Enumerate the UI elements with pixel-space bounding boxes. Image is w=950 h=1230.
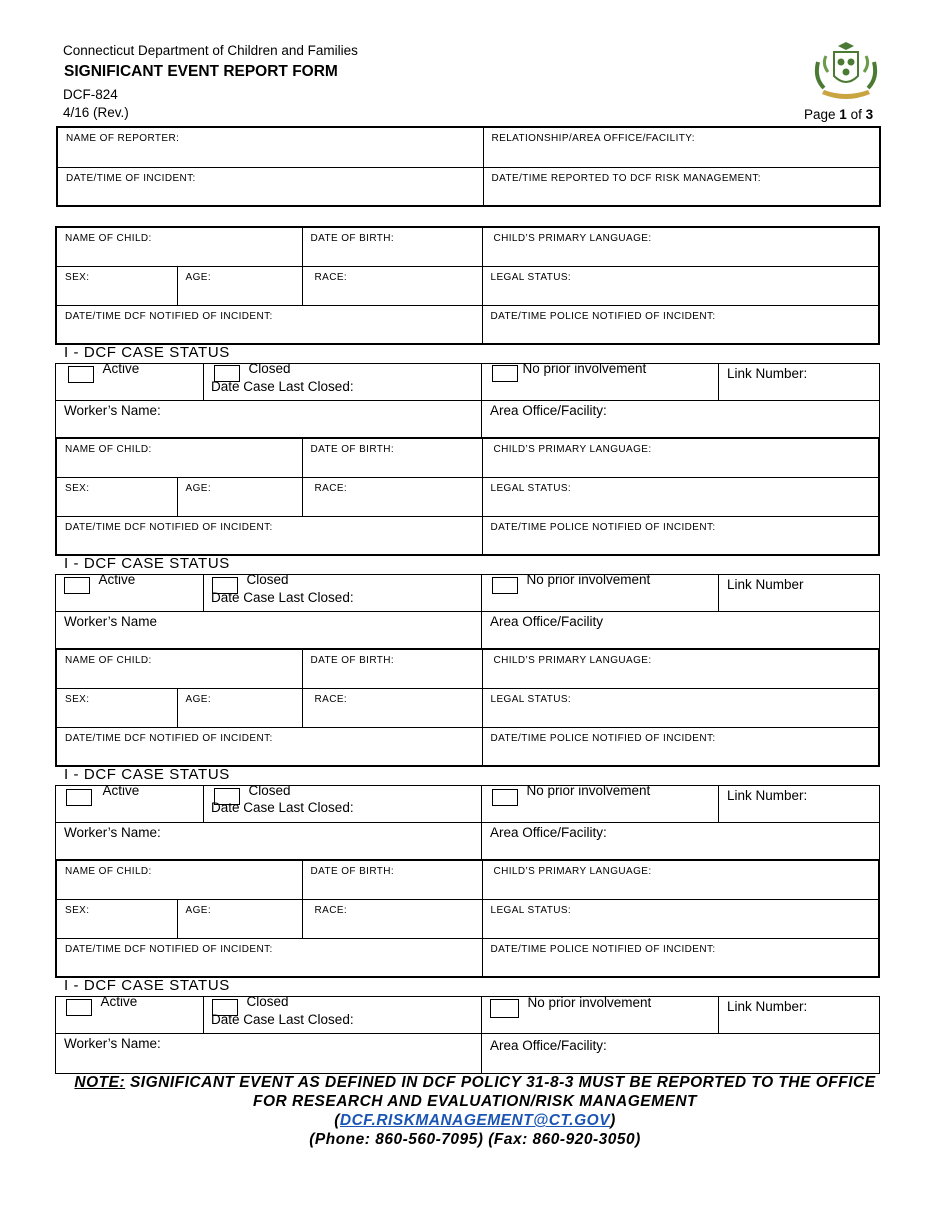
area-office-cell[interactable] (482, 401, 880, 438)
child-age-cell[interactable] (177, 477, 302, 516)
form-revision: 4/16 (Rev.) (63, 105, 129, 120)
child-dob-cell[interactable] (302, 227, 482, 266)
no-prior-checkbox[interactable] (492, 577, 518, 594)
child-language-label: CHILD’S PRIMARY LANGUAGE: (493, 655, 652, 666)
incident-datetime-cell[interactable] (57, 167, 483, 206)
note-prefix: NOTE: (74, 1074, 126, 1091)
dcf-notified-cell[interactable] (56, 727, 482, 766)
area-office-cell[interactable] (482, 823, 880, 860)
child-language-cell[interactable] (482, 438, 879, 477)
child-age-cell[interactable] (177, 688, 302, 727)
child-legal-cell[interactable] (482, 477, 879, 516)
active-checkbox[interactable] (68, 366, 94, 383)
worker-name-cell[interactable] (56, 1034, 482, 1074)
link-number-label: Link Number: (727, 788, 808, 803)
child-age-label: AGE: (185, 904, 211, 916)
worker-name-cell[interactable] (56, 612, 482, 649)
child-legal-label: LEGAL STATUS: (490, 693, 572, 705)
closed-label: Closed (248, 361, 291, 376)
relationship-cell[interactable] (483, 127, 880, 167)
case-status-table-1 (55, 363, 880, 438)
no-prior-label: No prior involvement (522, 361, 647, 376)
child-name-label: NAME OF CHILD: (65, 655, 152, 666)
date-last-closed-label: Date Case Last Closed: (211, 1012, 354, 1027)
child-name-label: NAME OF CHILD: (65, 866, 152, 877)
worker-name-label: Worker’s Name: (64, 1036, 161, 1051)
child-race-label: RACE: (314, 271, 348, 283)
child-race-label: RACE: (314, 904, 348, 916)
police-notified-cell[interactable] (482, 516, 879, 555)
closed-option[interactable] (204, 783, 482, 823)
dcf-notified-cell[interactable] (56, 305, 482, 344)
link-number-label: Link Number: (727, 366, 808, 381)
child-sex-label: SEX: (65, 482, 90, 494)
child-language-label: CHILD’S PRIMARY LANGUAGE: (493, 444, 652, 455)
child-name-cell[interactable] (56, 649, 302, 688)
dcf-notified-label: DATE/TIME DCF NOTIFIED OF INCIDENT: (65, 732, 273, 744)
dcf-notified-label: DATE/TIME DCF NOTIFIED OF INCIDENT: (65, 521, 273, 533)
police-notified-label: DATE/TIME POLICE NOTIFIED OF INCIDENT: (490, 943, 716, 955)
child-dob-cell[interactable] (302, 860, 482, 899)
child-age-label: AGE: (185, 482, 211, 494)
worker-name-label: Worker’s Name: (64, 403, 161, 418)
child-language-label: CHILD’S PRIMARY LANGUAGE: (493, 866, 652, 877)
no-prior-option[interactable] (482, 783, 719, 823)
closed-option[interactable] (204, 994, 482, 1034)
page-indicator (804, 107, 873, 122)
child-language-cell[interactable] (482, 649, 879, 688)
police-notified-label: DATE/TIME POLICE NOTIFIED OF INCIDENT: (490, 310, 716, 322)
child-legal-cell[interactable] (482, 899, 879, 938)
child-age-label: AGE: (185, 693, 211, 705)
active-label: Active (102, 783, 140, 798)
child-sex-cell[interactable] (56, 266, 177, 305)
child-sex-label: SEX: (65, 271, 90, 283)
relationship-label: RELATIONSHIP/AREA OFFICE/FACILITY: (491, 133, 695, 144)
note-text: SIGNIFICANT EVENT AS DEFINED IN DCF POLICY 31-8-3 MUST BE REPORTED TO THE OFFICE FOR RESEARCH AND EVALUATION/RISK MANAGEMENT (129, 1074, 876, 1110)
worker-name-label: Worker’s Name: (64, 825, 161, 840)
dcf-notified-cell[interactable] (56, 516, 482, 555)
child-sex-cell[interactable] (56, 688, 177, 727)
no-prior-option[interactable] (482, 994, 719, 1034)
risk-management-email-link[interactable]: DCF.RISKMANAGEMENT@CT.GOV (339, 1112, 611, 1129)
case-status-heading: I - DCF CASE STATUS (64, 344, 230, 361)
page-label: Page (804, 107, 836, 122)
child-age-cell[interactable] (177, 266, 302, 305)
child-language-label: CHILD’S PRIMARY LANGUAGE: (493, 233, 652, 244)
child-dob-label: DATE OF BIRTH: (310, 655, 395, 666)
case-status-heading: I - DCF CASE STATUS (64, 555, 230, 572)
worker-name-cell[interactable] (56, 823, 482, 860)
form-title: SIGNIFICANT EVENT REPORT FORM (64, 63, 338, 80)
reporter-table (56, 126, 881, 207)
child-table-3 (55, 648, 880, 767)
closed-option[interactable] (204, 572, 482, 612)
date-last-closed-label: Date Case Last Closed: (211, 800, 354, 815)
area-office-label: Area Office/Facility (490, 614, 604, 629)
no-prior-option[interactable] (482, 572, 719, 612)
child-legal-label: LEGAL STATUS: (490, 271, 572, 283)
child-name-cell[interactable] (56, 438, 302, 477)
page-number: 1 (839, 107, 847, 122)
link-number-cell[interactable] (719, 364, 880, 401)
active-label: Active (100, 994, 138, 1009)
no-prior-checkbox[interactable] (490, 999, 519, 1018)
closed-label: Closed (248, 783, 291, 798)
date-last-closed-label: Date Case Last Closed: (211, 379, 354, 394)
case-status-heading: I - DCF CASE STATUS (64, 766, 230, 783)
no-prior-label: No prior involvement (526, 783, 651, 798)
child-sex-label: SEX: (65, 693, 90, 705)
police-notified-cell[interactable] (482, 938, 879, 977)
no-prior-checkbox[interactable] (492, 365, 518, 382)
no-prior-option[interactable] (482, 361, 719, 401)
dcf-notified-label: DATE/TIME DCF NOTIFIED OF INCIDENT: (65, 310, 273, 322)
child-dob-label: DATE OF BIRTH: (310, 866, 395, 877)
closed-label: Closed (246, 994, 289, 1009)
child-age-cell[interactable] (177, 899, 302, 938)
reported-datetime-cell[interactable] (483, 167, 880, 206)
link-number-cell[interactable] (719, 997, 880, 1034)
no-prior-label: No prior involvement (526, 572, 651, 587)
child-race-cell[interactable] (302, 688, 482, 727)
child-table-4 (55, 859, 880, 978)
child-name-label: NAME OF CHILD: (65, 444, 152, 455)
child-sex-cell[interactable] (56, 899, 177, 938)
child-sex-label: SEX: (65, 904, 90, 916)
child-sex-cell[interactable] (56, 477, 177, 516)
case-status-table-4 (55, 996, 880, 1074)
case-status-table-2 (55, 574, 880, 649)
active-label: Active (98, 572, 136, 587)
no-prior-label: No prior involvement (527, 994, 652, 1010)
child-name-cell[interactable] (56, 860, 302, 899)
active-checkbox[interactable] (66, 789, 92, 806)
page-of: of (850, 107, 862, 122)
link-number-label: Link Number: (727, 999, 808, 1014)
active-checkbox[interactable] (66, 999, 92, 1016)
active-option[interactable] (56, 572, 204, 612)
reporter-name-cell[interactable] (57, 127, 483, 167)
area-office-cell[interactable] (482, 1034, 880, 1074)
area-office-label: Area Office/Facility: (490, 403, 607, 418)
child-legal-cell[interactable] (482, 266, 879, 305)
child-race-label: RACE: (314, 693, 348, 705)
child-race-cell[interactable] (302, 477, 482, 516)
child-race-cell[interactable] (302, 266, 482, 305)
police-notified-label: DATE/TIME POLICE NOTIFIED OF INCIDENT: (490, 732, 716, 744)
active-checkbox[interactable] (64, 577, 90, 594)
incident-datetime-label: DATE/TIME OF INCIDENT: (66, 172, 196, 184)
link-number-cell[interactable] (719, 786, 880, 823)
active-option[interactable] (56, 783, 204, 823)
no-prior-checkbox[interactable] (492, 789, 518, 806)
closed-option[interactable] (204, 361, 482, 401)
active-label: Active (102, 361, 140, 376)
child-dob-cell[interactable] (302, 649, 482, 688)
child-language-cell[interactable] (482, 860, 879, 899)
dcf-notified-label: DATE/TIME DCF NOTIFIED OF INCIDENT: (65, 943, 273, 955)
child-race-label: RACE: (314, 482, 348, 494)
reporting-note: NOTE: SIGNIFICANT EVENT AS DEFINED IN DCF POLICY 31-8-3 MUST BE REPORTED TO THE OFFICE FOR RESEARCH AND EVALUATION/RISK MANAGEMENT (DCF.RISKMANAGEMENT@CT.GOV) (Phone: 860-560-7095) (Fax: 860-920-3050) (74, 1074, 876, 1148)
form-code: DCF-824 (63, 87, 118, 102)
closed-label: Closed (246, 572, 289, 587)
case-status-heading: I - DCF CASE STATUS (64, 977, 230, 994)
active-option[interactable] (56, 994, 204, 1034)
child-name-label: NAME OF CHILD: (65, 233, 152, 244)
police-notified-cell[interactable] (482, 727, 879, 766)
worker-name-label: Worker’s Name (64, 614, 158, 629)
date-last-closed-label: Date Case Last Closed: (211, 590, 354, 605)
note-contact: (Phone: 860-560-7095) (Fax: 860-920-3050) (309, 1131, 641, 1148)
area-office-label: Area Office/Facility: (490, 825, 607, 840)
page-total: 3 (865, 107, 874, 122)
child-legal-label: LEGAL STATUS: (490, 904, 572, 916)
worker-name-cell[interactable] (56, 401, 482, 438)
reporter-name-label: NAME OF REPORTER: (66, 133, 180, 144)
area-office-label: Area Office/Facility: (490, 1038, 607, 1053)
child-race-cell[interactable] (302, 899, 482, 938)
police-notified-cell[interactable] (482, 305, 879, 344)
agency-name: Connecticut Department of Children and Families (63, 43, 358, 58)
area-office-cell[interactable] (482, 612, 880, 649)
reported-datetime-label: DATE/TIME REPORTED TO DCF RISK MANAGEMENT: (491, 172, 761, 184)
child-dob-cell[interactable] (302, 438, 482, 477)
child-dob-label: DATE OF BIRTH: (310, 444, 395, 455)
child-table-2 (55, 437, 880, 556)
police-notified-label: DATE/TIME POLICE NOTIFIED OF INCIDENT: (490, 521, 716, 533)
child-legal-label: LEGAL STATUS: (490, 482, 572, 494)
child-language-cell[interactable] (482, 227, 879, 266)
child-table-1 (55, 226, 880, 345)
child-name-cell[interactable] (56, 227, 302, 266)
link-number-label: Link Number (727, 577, 804, 592)
child-legal-cell[interactable] (482, 688, 879, 727)
active-option[interactable] (56, 361, 204, 401)
child-age-label: AGE: (185, 271, 211, 283)
link-number-cell[interactable] (719, 575, 880, 612)
case-status-table-3 (55, 785, 880, 860)
state-seal-icon (812, 42, 880, 104)
dcf-notified-cell[interactable] (56, 938, 482, 977)
child-dob-label: DATE OF BIRTH: (310, 233, 395, 244)
